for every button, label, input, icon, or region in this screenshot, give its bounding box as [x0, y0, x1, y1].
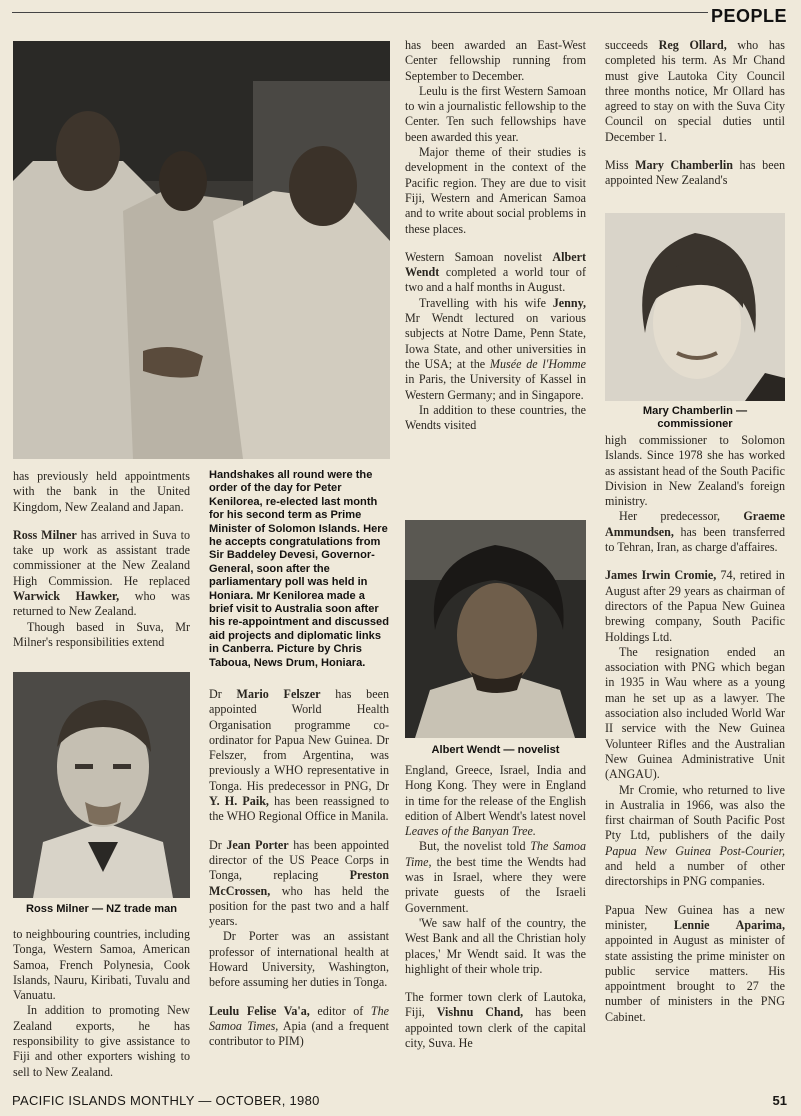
ammundsen-name: Graeme Ammundsen,: [605, 509, 785, 539]
chamberlin-paragraph: Miss Mary Chamberlin has been appointed New Zealand's: [605, 158, 785, 188]
samoa-times-title: The Samoa Times,: [209, 1003, 389, 1033]
cromie-association-paragraph: The resignation ended an association with PNG which began in 1935 in Wau where as a young man he set up as a lawyer. The association also included World War II service with the New Guinea Volunteer Rifles and the Australian New Guinea Administrative Unit (ANGAU).: [605, 644, 785, 782]
wendt-addition-paragraph: In addition to these countries, the Wendts visited: [405, 402, 586, 433]
milner-name: Ross Milner: [13, 527, 77, 542]
wendt-countries-paragraph: England, Greece, Israel, India and Hong Kong. They were in England in time for the release of the English edition of Albert Wendt's latest novel Leaves of the Banyan Tree.: [405, 763, 586, 839]
column-1-upper: [13, 469, 190, 650]
novel-title: Leaves of the Banyan Tree.: [405, 824, 536, 839]
wendt-tour-paragraph: Western Samoan novelist Albert Wendt completed a world tour of two and a half months in August.: [405, 249, 586, 295]
chamberlin-photo-caption: Mary Chamberlin — commissioner: [642, 405, 748, 431]
leulu-name: Leulu Felise Va'a,: [209, 1003, 310, 1018]
musee-title: Musée de l'Homme: [489, 356, 586, 371]
wendt-name: Albert Wendt: [405, 249, 586, 280]
jenny-name: Jenny,: [552, 295, 586, 310]
page-number: 51: [772, 1093, 787, 1108]
porter-career-paragraph: Dr Porter was an assistant professor of international health at Howard University, Washington, before assuming her duties in Tonga.: [209, 929, 389, 990]
aparima-paragraph: Papua New Guinea has a new minister, Lennie Aparima, appointed in August as minister of state assisting the prime minister on public service matters. His appointment brought to 27 the number of ministers in the PNG Cabinet.: [605, 902, 785, 1024]
paik-name: Y. H. Paik,: [209, 794, 269, 809]
porter-paragraph: Dr Jean Porter has been appointed director of the US Peace Corps in Tonga, replacing Preston McCrossen, who has held the position for the past two and a half years.: [209, 837, 389, 929]
fellowship-paragraph: has been awarded an East-West Center fellowship running from September to December.: [405, 38, 586, 83]
column-4-lower: [605, 433, 785, 1025]
ollard-name: Reg Ollard,: [658, 38, 727, 52]
ammundsen-paragraph: Her predecessor, Graeme Ammundsen, has been transferred to Tehran, Iran, as charge d'affaires.: [605, 509, 785, 555]
milner-bank-paragraph: has previously held appointments with the bank in the United Kingdom, New Zealand and Japan.: [13, 469, 190, 514]
ollard-paragraph: succeeds Reg Ollard, who has completed his term. As Mr Chand must give Lautoka City Council three months notice, Mr Ollard has agreed to stay on with the Suva City Council on special duties until December 1.: [605, 38, 785, 144]
milner-paragraph: Ross Milner has arrived in Suva to take up work as assistant trade commissioner at the New Zealand High Commission. He replaced Warwick Hawker, who was returned to New Zealand.: [13, 527, 190, 619]
handshake-photo-caption: Handshakes all round were the order of the day for Peter Kenilorea, re-elected last month for his second term as Prime Minister of Solomon Islands. Here he accepts congratulations from Sir Baddeley Devesi, Governor-General, soon after the parliamentary poll was held in Honiara. Mr Kenilorea made a brief visit to Australia soon after his re-appointment and discussed aid projects and diplomatic links in Canberra. Picture by Chris Taboua, News Drum, Honiara.: [209, 469, 389, 669]
leulu-first-paragraph: Leulu is the first Western Samoan to win a journalistic fellowship to the Center. Ten such fellowships have been awarded this year.: [405, 83, 586, 144]
felszer-paragraph: Dr Mario Felszer has been appointed World Health Organisation programme co-ordinator for Papua New Guinea. Dr Felszer, from Argentina, was previously a WHO representative in Tonga. His predecessor in PNG, Dr Y. H. Paik, has been reassigned to the WHO Regional Office in Manila.: [209, 687, 390, 824]
porter-name: Jean Porter: [226, 837, 289, 852]
milner-responsibility-paragraph: Though based in Suva, Mr Milner's responsibilities extend: [13, 619, 190, 649]
cromie-paragraph: James Irwin Cromie, 74, retired in August after 29 years as chairman of directors of the Papua New Guinea brewing company, South Pacific Holdings Ltd.: [605, 568, 785, 644]
header-rule: [12, 12, 708, 13]
hawker-name: Warwick Hawker,: [13, 589, 120, 604]
wendt-photo: [405, 520, 586, 738]
column-3-upper: [405, 38, 586, 433]
milner-photo-caption: Ross Milner — NZ trade man: [25, 903, 178, 915]
study-theme-paragraph: Major theme of their studies is development in the context of the Pacific region. They are due to visit Fiji, Western and American Samoa and to write about social problems in these places.: [405, 145, 586, 236]
column-1-lower: [13, 927, 190, 1080]
samoa-time-title: The Samoa Time,: [405, 839, 586, 869]
felszer-name: Mario Felszer: [236, 687, 321, 701]
chamberlin-photo: [605, 213, 785, 401]
leulu-paragraph: Leulu Felise Va'a, editor of The Samoa Times, Apia (and a frequent contributor to PIM): [209, 1003, 389, 1049]
chamberlin-role-paragraph: high commissioner to Solomon Islands. Since 1978 she has worked as assistant head of the South Pacific Division in New Zealand's foreign ministry.: [605, 433, 785, 509]
chand-name: Vishnu Chand,: [436, 1005, 524, 1020]
milner-exports-paragraph: In addition to promoting New Zealand exports, he has responsibility to give assistance to Fiji and other exporters wishing to sell to New Zealand.: [13, 1003, 190, 1079]
post-courier-title: Papua New Guinea Post-Courier,: [605, 843, 785, 858]
publication-footer: PACIFIC ISLANDS MONTHLY — OCTOBER, 1980: [12, 1093, 320, 1108]
chand-paragraph: The former town clerk of Lautoka, Fiji, Vishnu Chand, has been appointed town clerk of the capital city, Suva. He: [405, 990, 586, 1051]
wendt-photo-caption: Albert Wendt — novelist: [431, 744, 560, 756]
cromie-name: James Irwin Cromie,: [605, 568, 717, 583]
column-3-lower: [405, 763, 586, 1051]
cromie-chairman-paragraph: Mr Cromie, who returned to live in Australia in 1966, was also the first chairman of South Pacific Post Pty Ltd, publishers of the daily Papua New Guinea Post-Courier, and held a number of other directorships in PNG companies.: [605, 782, 785, 889]
chamberlin-name: Mary Chamberlin: [635, 158, 733, 173]
milner-photo: [13, 672, 190, 898]
aparima-name: Lennie Aparima,: [673, 917, 785, 932]
wendt-israel-paragraph: But, the novelist told The Samoa Time, the best time the Wendts had was in Israel, where they were private guests of the Israeli Government.: [405, 839, 586, 915]
handshake-photo: [13, 41, 390, 459]
milner-countries-paragraph: to neighbouring countries, including Tonga, Western Samoa, American Samoa, French Polynesia, Cook Islands, Nauru, Kiribati, Tuvalu and Vanuatu.: [13, 927, 190, 1003]
wendt-travel-paragraph: Travelling with his wife Jenny, Mr Wendt lectured on various subjects at Notre Dame, Penn State, Iowa State, and other universities in the USA; at the Musée de l'Homme in Paris, the University of Kassel in Western Germany; and in Singapore.: [405, 295, 586, 402]
mccrossen-name: Preston McCrossen,: [209, 868, 389, 898]
column-2: [209, 687, 389, 1050]
wendt-quote-paragraph: 'We saw half of the country, the West Bank and all the Christian holy places,' Mr Wendt said. It was the highlight of their whole trip.: [405, 915, 586, 976]
column-4-upper: [605, 38, 785, 189]
section-heading: PEOPLE: [710, 6, 787, 26]
